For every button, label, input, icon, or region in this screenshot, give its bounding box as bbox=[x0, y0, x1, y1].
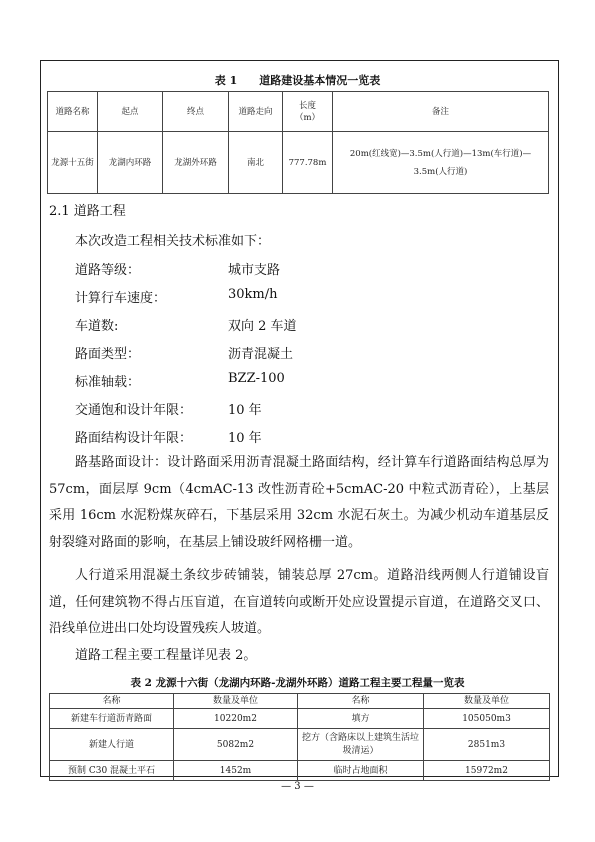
table2-cell: 105050m3 bbox=[424, 709, 550, 729]
table1-cell: 龙湖内环路 bbox=[98, 132, 163, 194]
table2-header-cell: 数量及单位 bbox=[424, 694, 550, 709]
table2-cell: 5082m2 bbox=[174, 729, 298, 761]
spec-label: 计算行车速度： bbox=[75, 291, 167, 306]
table2-cell: 10220m2 bbox=[174, 709, 298, 729]
table2-cell: 1452m bbox=[174, 761, 298, 781]
table1-cell: 龙源十五街 bbox=[48, 132, 98, 194]
table2-header-cell: 名称 bbox=[298, 694, 424, 709]
table1-header-cell: 起点 bbox=[98, 92, 163, 132]
table-row bbox=[50, 709, 550, 729]
table2-header-cell: 名称 bbox=[50, 694, 174, 709]
table2-cell: 挖方（含路床以上建筑生活垃圾清运） bbox=[298, 729, 424, 761]
spec-label: 路面结构设计年限： bbox=[75, 431, 193, 446]
table2-cell: 预制 C30 混凝土平石 bbox=[50, 761, 174, 781]
table2-cell: 15972m2 bbox=[424, 761, 550, 781]
spec-value: 沥青混凝土 bbox=[228, 347, 294, 362]
table1-header-cell: 备注 bbox=[333, 92, 549, 132]
table2-header-row bbox=[50, 694, 550, 709]
table2-cell: 新建人行道 bbox=[50, 729, 174, 761]
table1-cell: 龙湖外环路 bbox=[163, 132, 229, 194]
table1-road-basic-info bbox=[47, 91, 549, 194]
table1-header-cell: 终点 bbox=[163, 92, 229, 132]
table2-cell: 临时占地面积 bbox=[298, 761, 424, 781]
spec-value: BZZ-100 bbox=[228, 371, 285, 386]
spec-value: 30km/h bbox=[228, 287, 278, 302]
table1-header-cell: 长度 （m） bbox=[283, 92, 333, 132]
table1-cell: 777.78m bbox=[283, 132, 333, 194]
table1-data-row bbox=[48, 132, 549, 194]
spec-label: 道路等级： bbox=[75, 263, 141, 278]
spec-label: 标准轴载： bbox=[75, 375, 141, 390]
paragraph-table-reference: 道路工程主要工程量详见表 2。 bbox=[75, 648, 257, 663]
page-number: — 3 — bbox=[281, 781, 314, 792]
table-row bbox=[50, 729, 550, 761]
paragraph-pavement-design: 路基路面设计：设计路面采用沥青混凝土路面结构，经计算车行道路面结构总厚为 57cm，面层厚 9cm（4cmAC-13 改性沥青砼+5cmAC-20 中粒式沥青砼），上基层采用 16cm 水泥粉煤灰碎石，下基层采用 32cm 水泥石灰土。为减少机动车道基层反射裂缝对路面的影响，在基层上铺设玻纤网格栅一道。 bbox=[49, 455, 549, 550]
table1-header-row bbox=[48, 92, 549, 132]
table1-header-cell: 道路走向 bbox=[229, 92, 283, 132]
table2-cell: 新建车行道沥青路面 bbox=[50, 709, 174, 729]
intro-text: 本次改造工程相关技术标准如下： bbox=[75, 234, 271, 249]
spec-value: 10 年 bbox=[228, 431, 262, 446]
table1-cell: 南北 bbox=[229, 132, 283, 194]
table1-header-cell: 道路名称 bbox=[48, 92, 98, 132]
table2-cell: 填方 bbox=[298, 709, 424, 729]
spec-label: 车道数: bbox=[75, 319, 119, 334]
table2-header-cell: 数量及单位 bbox=[174, 694, 298, 709]
section-title: 2.1 道路工程 bbox=[49, 204, 126, 219]
table1-cell: 20m(红线宽)—3.5m(人行道)—13m(车行道)—3.5m(人行道) bbox=[333, 132, 549, 194]
table2-quantities bbox=[49, 693, 550, 781]
table-row bbox=[50, 761, 550, 781]
table2-cell: 2851m3 bbox=[424, 729, 550, 761]
spec-label: 交通饱和设计年限： bbox=[75, 403, 193, 418]
spec-value: 城市支路 bbox=[228, 263, 281, 278]
spec-value: 10 年 bbox=[228, 403, 262, 418]
spec-label: 路面类型： bbox=[75, 347, 141, 362]
paragraph-sidewalk: 人行道采用混凝土条纹步砖铺装，铺装总厚 27cm。道路沿线两侧人行道铺设盲道，任何建筑物不得占压盲道，在盲道转向或断开处应设置提示盲道，在道路交叉口、沿线单位进出口处均设置残疾人坡道。 bbox=[49, 568, 549, 636]
spec-value: 双向 2 车道 bbox=[228, 319, 297, 334]
table1-caption: 表 1 道路建设基本情况一览表 bbox=[214, 74, 381, 87]
table2-caption: 表 2 龙源十六街（龙湖内环路-龙湖外环路）道路工程主要工程量一览表 bbox=[130, 677, 465, 689]
